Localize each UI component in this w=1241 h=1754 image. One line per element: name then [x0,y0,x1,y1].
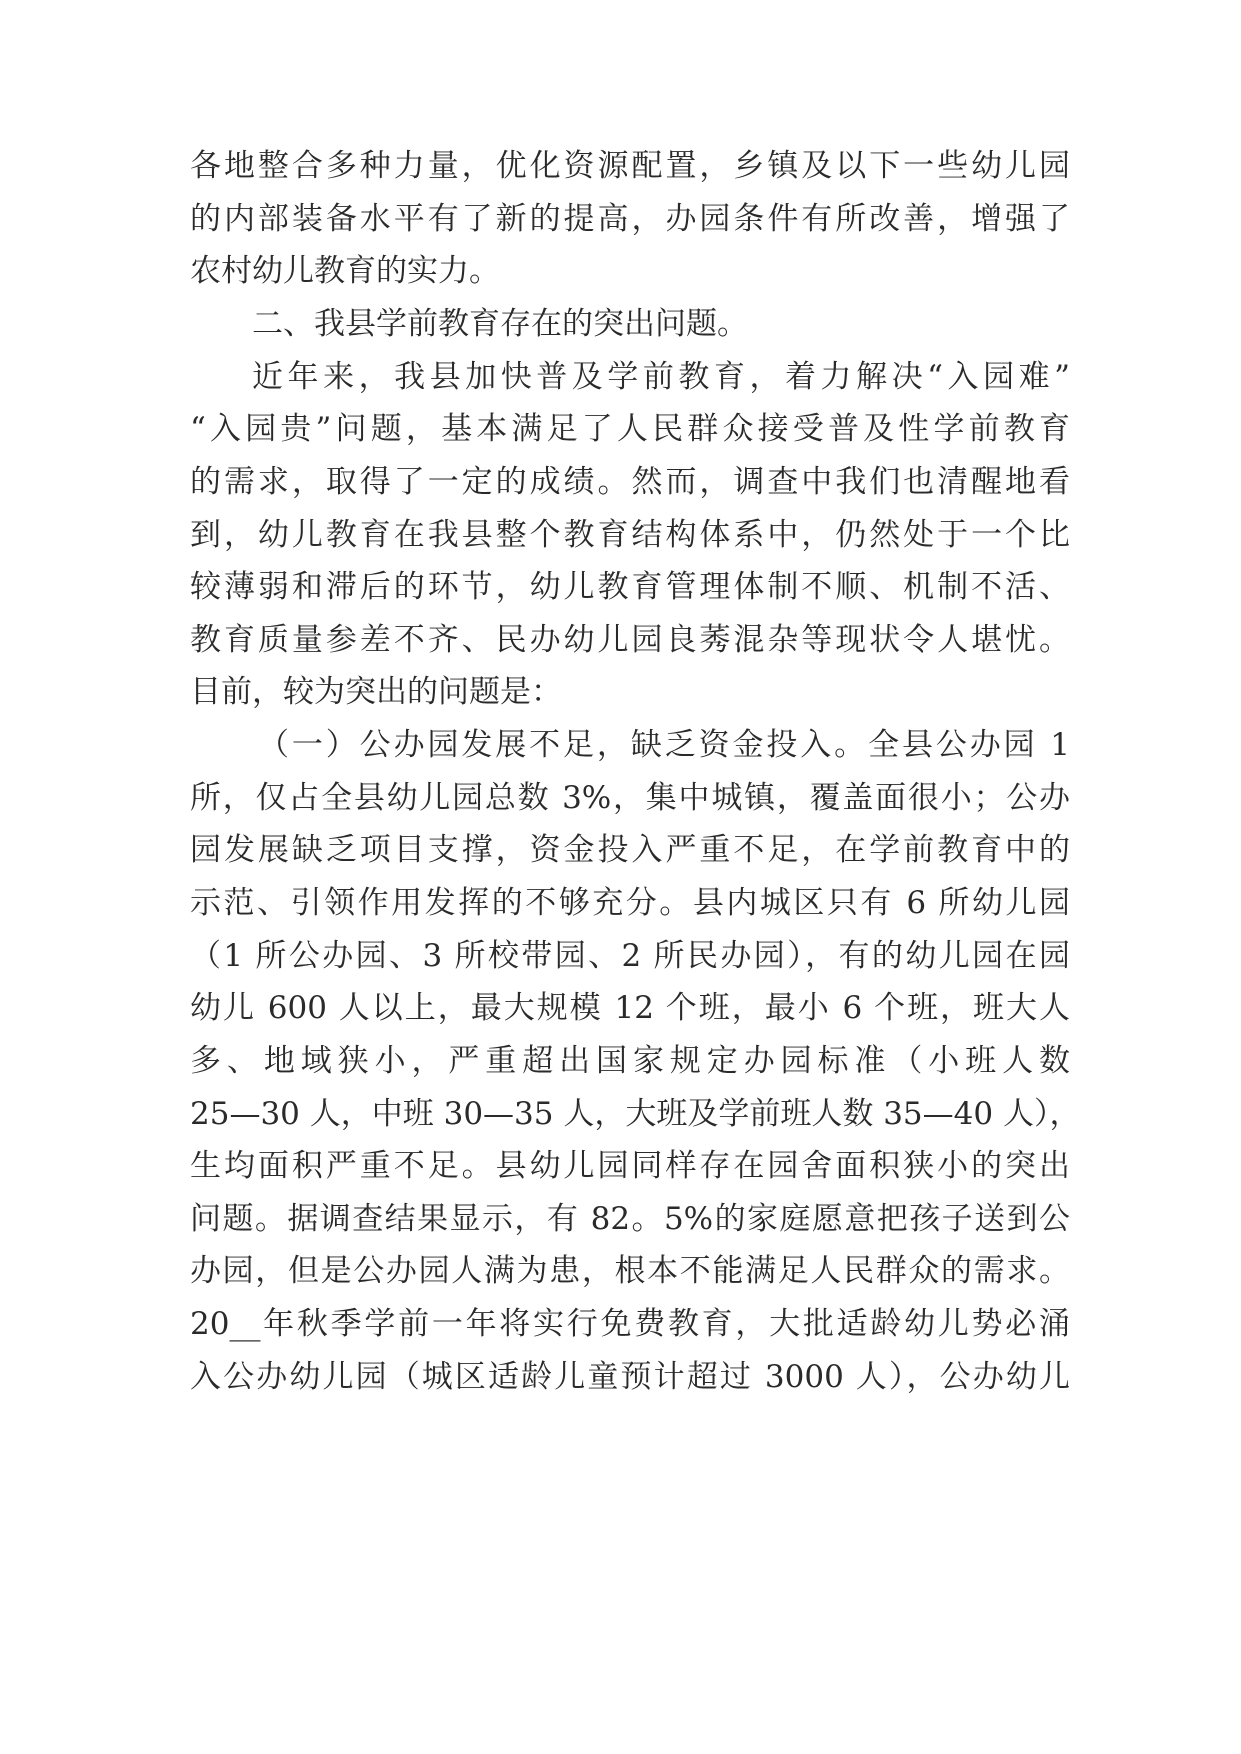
text-line: 到，幼儿教育在我县整个教育结构体系中，仍然处于一个比 [190,517,1070,553]
text-line: 示范、引领作用发挥的不够充分。县内城区只有 6 所幼儿园 [190,885,1070,921]
subsection-line: （一）公办园发展不足，缺乏资金投入。全县公办园 1 [258,727,1070,763]
text-line: 25—30 人，中班 30—35 人，大班及学前班人数 35—40 人）， [190,1096,1081,1132]
text-line: “入园贵”问题，基本满足了人民群众接受普及性学前教育 [190,411,1070,447]
text-line: 的内部装备水平有了新的提高，办园条件有所改善，增强了 [190,201,1070,237]
text-line: 问题。据调查结果显示，有 82。5%的家庭愿意把孩子送到公 [190,1201,1070,1237]
text-line: 近年来，我县加快普及学前教育，着力解决“入园难” [252,359,1070,395]
text-line: 幼儿 600 人以上，最大规模 12 个班，最小 6 个班，班大人 [190,990,1070,1026]
text-line: 办园，但是公办园人满为患，根本不能满足人民群众的需求。 [190,1253,1070,1289]
text-line: 的需求，取得了一定的成绩。然而，调查中我们也清醒地看 [190,464,1070,500]
text-line: 教育质量参差不齐、民办幼儿园良莠混杂等现状令人堪忧。 [190,622,1070,658]
section-heading: 二、我县学前教育存在的突出问题。 [252,306,748,342]
text-line: 较薄弱和滞后的环节，幼儿教育管理体制不顺、机制不活、 [190,569,1070,605]
text-line: 入公办幼儿园（城区适龄儿童预计超过 3000 人），公办幼儿 [190,1359,1070,1395]
text-line: 目前，较为突出的问题是： [190,674,562,710]
text-line: 农村幼儿教育的实力。 [190,253,500,289]
text-line: 所，仅占全县幼儿园总数 3%，集中城镇，覆盖面很小；公办 [190,780,1070,816]
text-line: 园发展缺乏项目支撑，资金投入严重不足，在学前教育中的 [190,832,1070,868]
text-line: 生均面积严重不足。县幼儿园同样存在园舍面积狭小的突出 [190,1148,1070,1184]
text-line: 多、地域狭小，严重超出国家规定办园标准（小班人数 [190,1043,1070,1079]
text-line: 各地整合多种力量，优化资源配置，乡镇及以下一些幼儿园 [190,148,1070,184]
text-line: 20__年秋季学前一年将实行免费教育，大批适龄幼儿势必涌 [190,1306,1070,1342]
text-line: （1 所公办园、3 所校带园、2 所民办园），有的幼儿园在园 [190,938,1070,974]
